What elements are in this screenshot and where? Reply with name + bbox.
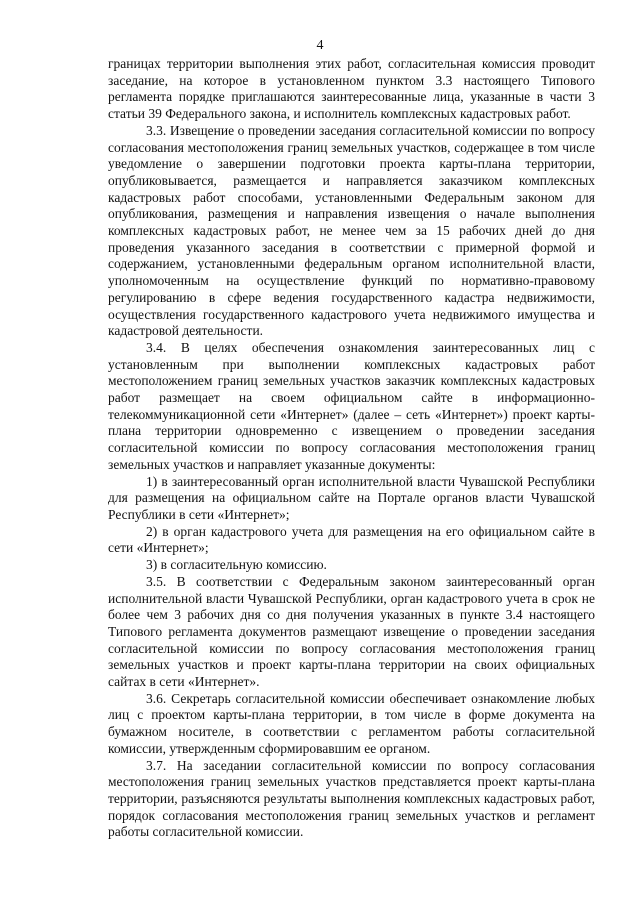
list-item-3: 3) в согласительную комиссию. — [146, 557, 327, 573]
paragraph-3-6: 3.6. Секретарь согласительной комиссии обеспечивает ознакомление любых лиц с проектом карты-плана территории, в том числе в форме документа на бумажном носителе, в соответствии с регламентом работы согласительной комиссии, утвержденным сформировавшим ее органом. — [108, 690, 595, 756]
paragraph-3-5: 3.5. В соответствии с Федеральным законом заинтересованный орган исполнительной власти Чувашской Республики, орган кадастрового учета в срок не более чем 3 рабочих дня со дня получения указанных в пункте 3.4 настоящего Типового регламента документов размещают извещение о проведении заседания согласительной комиссии по вопросу согласования местоположения границ земельных участков и проект карты-плана территории на своих официальных сайтах в сети «Интернет». — [108, 573, 595, 690]
list-item-2: 2) в орган кадастрового учета для размещения на его официальном сайте в сети «Интернет»; — [108, 523, 595, 556]
paragraph-3-7: 3.7. На заседании согласительной комиссии по вопросу согласования местоположения границ земельных участков представляется проект карты-плана территории, разъясняются результаты выполнения комплексных кадастровых работ, порядок согласования местоположения границ земельных участков и регламент работы согласительной комиссии. — [108, 757, 595, 840]
paragraph-3-4: 3.4. В целях обеспечения ознакомления заинтересованных лиц с установленным при выполнении комплексных кадастровых работ местоположением границ земельных участков заказчик комплексных кадастровых работ размещает на своем официальном сайте в информационно-телекоммуникационной сети «Интернет» (далее – сеть «Интернет») проект карты-плана территории одновременно с извещением о проведении заседания согласительной комиссии по вопросу согласования местоположения границ земельных участков и направляет указанные документы: — [108, 339, 595, 472]
list-item-1: 1) в заинтересованный орган исполнительной власти Чувашской Республики для размещения на официальном сайте на Портале органов власти Чувашской Республики в сети «Интернет»; — [108, 473, 595, 522]
page-number: 4 — [316, 38, 324, 53]
document-body — [108, 56, 595, 841]
paragraph-continuation: границах территории выполнения этих работ, согласительная комиссия проводит заседание, на которое в установленном пунктом 3.3 настоящего Типового регламента порядке приглашаются заинтересованные лица, указанные в части 3 статьи 39 Федерального закона, и исполнитель комплексных кадастровых работ. — [108, 56, 595, 122]
paragraph-3-3: 3.3. Извещение о проведении заседания согласительной комиссии по вопросу согласования местоположения границ земельных участков, содержащее в том числе уведомление о завершении подготовки проекта карты-плана территории, опубликовывается, размещается и направляется заказчиком комплексных кадастровых работ способами, установленными Федеральным законом для опубликования, размещения и направления извещения о начале выполнения комплексных кадастровых работ, не менее чем за 15 рабочих дней до дня проведения указанного заседания в соответствии с примерной формой и содержанием, установленными федеральным органом исполнительной власти, уполномоченным на осуществление функций по нормативно-правовому регулированию в сфере ведения государственного кадастра недвижимости, осуществления государственного кадастрового учета недвижимого имущества и кадастровой деятельности. — [108, 122, 595, 339]
